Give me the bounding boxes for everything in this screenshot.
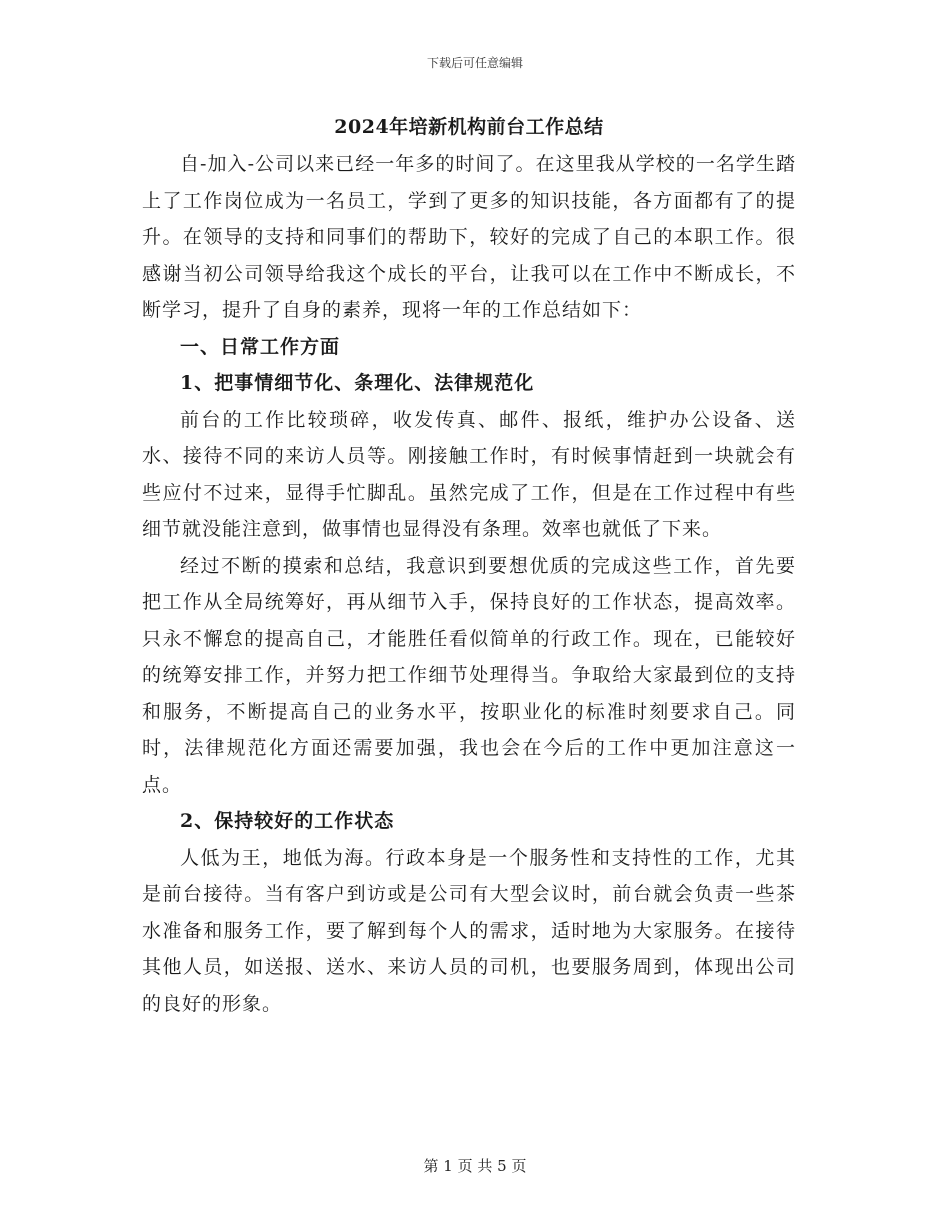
subheading-work-state: 2、保持较好的工作状态 [180,810,395,832]
section-heading-daily-work: 一、日常工作方面 [180,335,341,358]
document-title: 2024年培新机构前台工作总结 [334,116,604,138]
intro-paragraph: 自-加入-公司以来已经一年多的时间了。在这里我从学校的一名学生踏上了工作岗位成为一名员工，学到了更多的知识技能，各方面都有了的提升。在领导的支持和同事们的帮助下，较好的完成了自己的本职工作。很感谢当初公司领导给我这个成长的平台，让我可以在工作中不断成长，不断学习，提升了自身的素养，现将一年的工作总结如下： [142,153,796,321]
header-note: 下载后可任意编辑 [426,56,523,70]
paragraph-improvement: 经过不断的摸索和总结，我意识到要想优质的完成这些工作，首先要把工作从全局统筹好，再从细节入手，保持良好的工作状态，提高效率。只永不懈怠的提高自己，才能胜任看似简单的行政工作。现在，已能较好的统筹安排工作，并努力把工作细节处理得当。争取给大家最到位的支持和服务，不断提高自己的业务水平，按职业化的标准时刻要求自己。同时，法律规范化方面还需要加强，我也会在今后的工作中更加注意这一点。 [142,554,796,796]
paragraph-service-attitude: 人低为王，地低为海。行政本身是一个服务性和支持性的工作，尤其是前台接待。当有客户到访或是公司有大型会议时，前台就会负责一些茶水准备和服务工作，要了解到每个人的需求，适时地为大家服务。在接待其他人员，如送报、送水、来访人员的司机，也要服务周到，体现出公司的良好的形象。 [142,846,796,1015]
page-footer: 第 1 页 共 5 页 [423,1157,527,1175]
subheading-detail-orientation: 1、把事情细节化、条理化、法律规范化 [180,372,535,394]
paragraph-front-desk-tasks: 前台的工作比较琐碎，收发传真、邮件、报纸，维护办公设备、送水、接待不同的来访人员等。刚接触工作时，有时候事情赶到一块就会有些应付不过来，显得手忙脚乱。虽然完成了工作，但是在工作过程中有些细节就没能注意到，做事情也显得没有条理。效率也就低了下来。 [142,408,796,540]
document-body [142,112,796,1022]
